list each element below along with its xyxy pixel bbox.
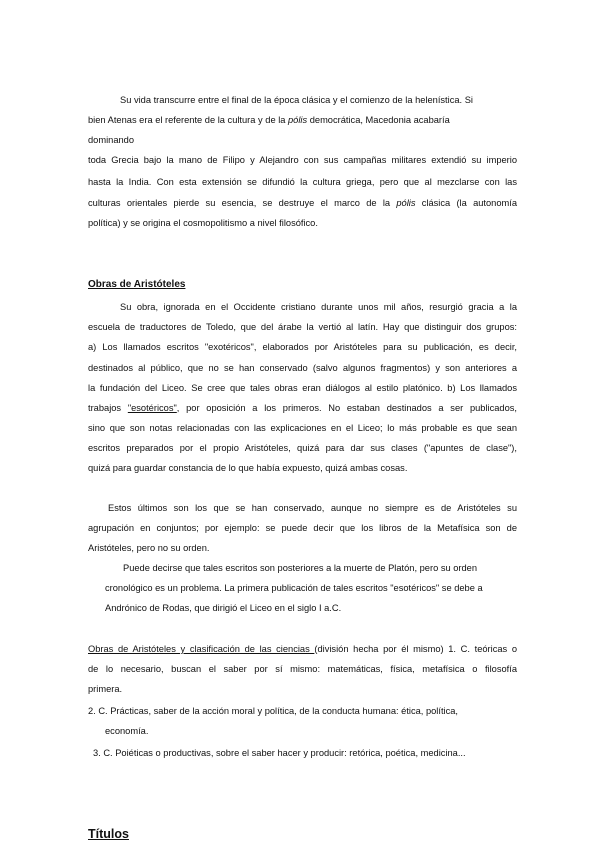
clasificacion-line-2: de lo necesario, buscan el saber por sí mismo: matemáticas, física, metafísica o filosofía [88,664,517,674]
clasificacion-line-1: Obras de Aristóteles y clasificación de las ciencias (división hecha por él mismo) 1. C. teóricas o [88,644,517,654]
clasificacion-line-6: 3. C. Poiéticas o productivas, sobre el saber hacer y producir: retórica, poética, medicina... [93,748,466,758]
intro-line-3: dominando [88,135,135,145]
clasificacion-title: Obras de Aristóteles y clasificación de las ciencias [88,644,315,654]
obras-p3-line-3: Andrónico de Rodas, que dirigió el Liceo en el siglo I a.C. [105,603,342,613]
obras-p1-line-8: escritos preparados por el propio Aristóteles, quizá para dar sus clases ("apuntes de clase"), [88,443,517,453]
obras-p2-line-1: Estos últimos son los que se han conservado, aunque no siempre es de Aristóteles su [108,503,517,513]
polis-term: pólis [396,198,416,208]
obras-p1-line-6: trabajos "esotéricos", por oposición a los primeros. No estaban destinados a ser publicados, [88,403,517,413]
section-heading-obras: Obras de Aristóteles [88,279,186,290]
intro-line-7: política) y se origina el cosmopolitismo a nivel filosófico. [88,218,318,228]
obras-p1-line-2: escuela de traductores de Toledo, que del árabe la vertió al latín. Hay que distinguir dos grupos: [88,322,517,332]
obras-p2-line-2: agrupación en conjuntos; por ejemplo: se puede decir que los libros de la Metafísica son de [88,523,517,533]
obras-p1-line-1: Su obra, ignorada en el Occidente cristiano durante unos mil años, resurgió gracia a la [120,302,517,312]
esotericos-term: "esotéricos" [127,403,177,413]
obras-p1-line-4: destinados al público, que no se han conservado (salvo algunos fragmentos) y son anteriores a [88,363,517,373]
obras-p1-line-5: la fundación del Liceo. Se cree que tales obras eran diálogos al estilo platónico. b) Los llamados [88,383,517,393]
section-heading-titulos: Títulos [88,827,129,841]
intro-line-1: Su vida transcurre entre el final de la época clásica y el comienzo de la helenística. Si [120,95,473,105]
clasificacion-line-4: 2. C. Prácticas, saber de la acción moral y política, de la conducta humana: ética, política, [88,706,459,716]
intro-line-6: culturas orientales pierde su esencia, se destruye el marco de la pólis clásica (la autonomía [88,198,518,208]
obras-p3-line-1: Puede decirse que tales escritos son posteriores a la muerte de Platón, pero su orden [123,563,478,573]
obras-p1-line-3: a) Los llamados escritos "exotéricos", elaborados por Aristóteles para su publicación, es decir, [88,342,517,352]
clasificacion-line-3: primera. [88,684,123,694]
polis-term: pólis [288,115,308,125]
intro-line-4: toda Grecia bajo la mano de Filipo y Alejandro con sus campañas militares extendió su imperio [88,155,517,165]
obras-p3-line-2: cronológico es un problema. La primera publicación de tales escritos "esotéricos" se debe a [105,583,483,593]
intro-line-5: hasta la India. Con esta extensión se difundió la cultura griega, pero que al mezclarse con las [88,177,517,187]
intro-line-2: bien Atenas era el referente de la cultura y de la pólis democrática, Macedonia acabaría [88,115,450,125]
obras-p1-line-7: sino que son notas relacionadas con las explicaciones en el Liceo; lo más probable es que sean [88,423,517,433]
obras-p1-line-9: quizá para guardar constancia de lo que había expuesto, quizá ambas cosas. [88,463,408,473]
clasificacion-line-5: economía. [105,726,149,736]
obras-p2-line-3: Aristóteles, pero no su orden. [88,543,210,553]
